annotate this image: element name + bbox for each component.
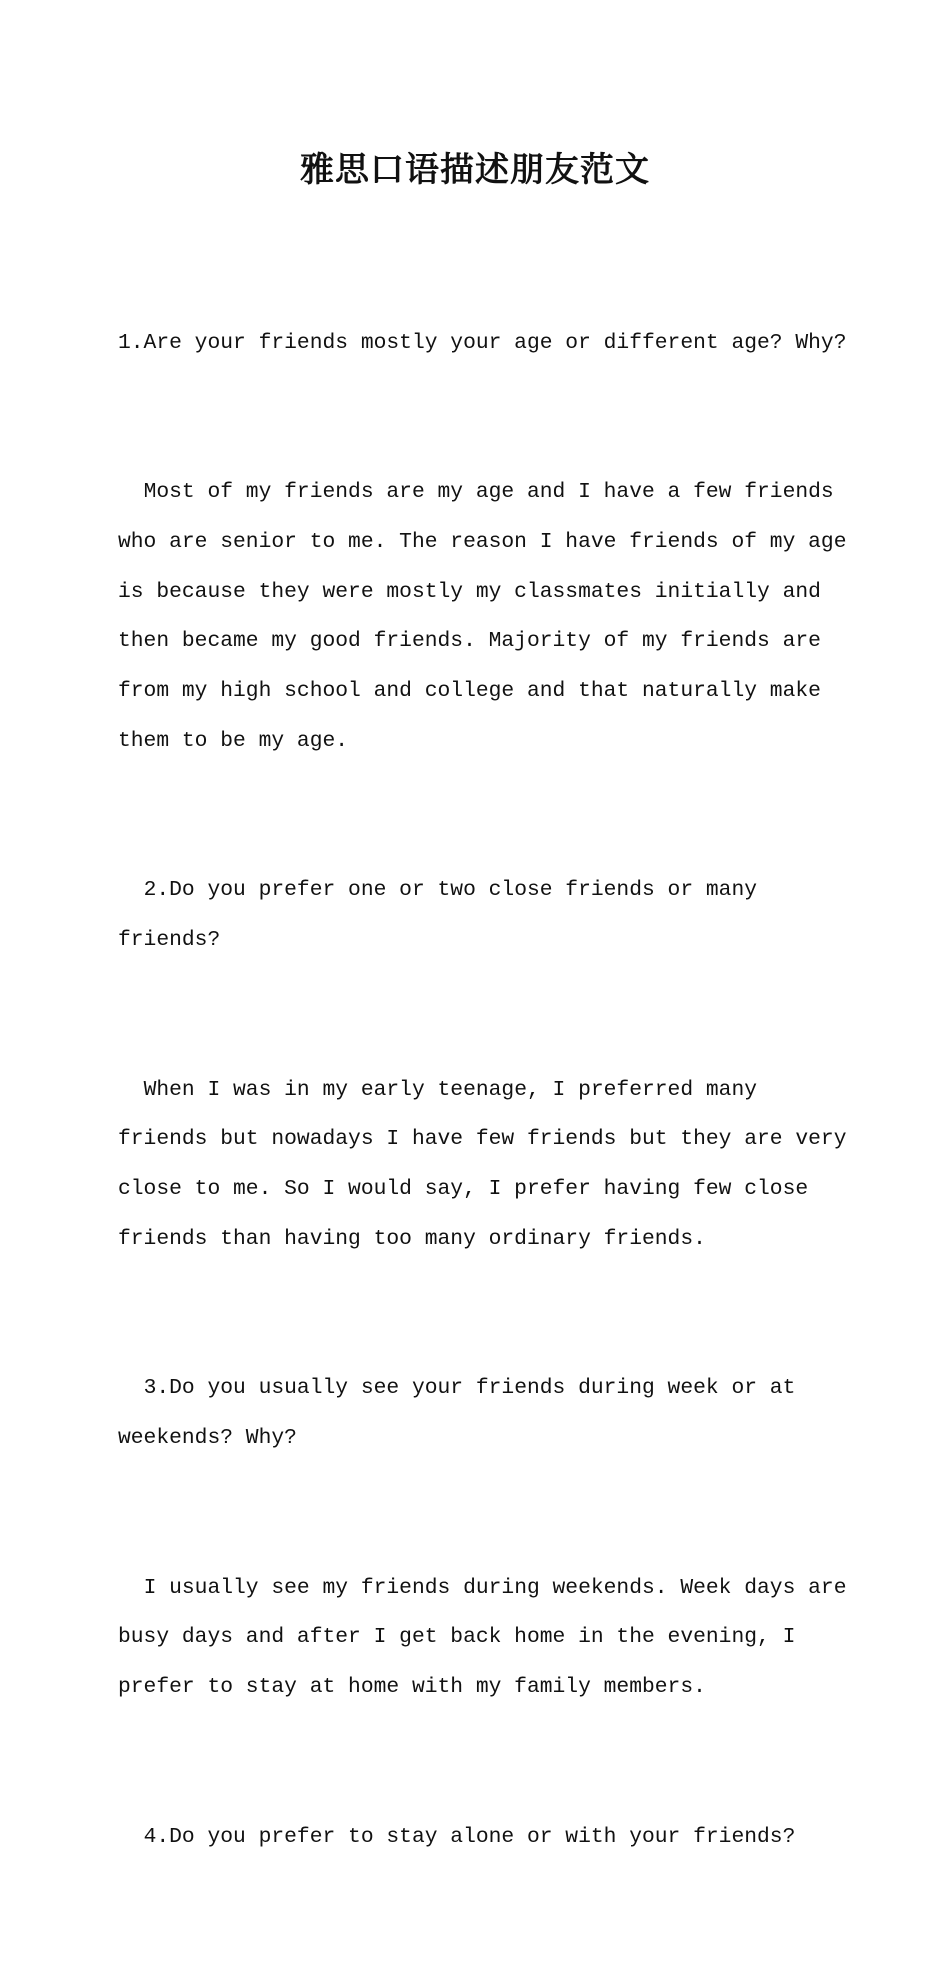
document-title: 雅思口语描述朋友范文 <box>300 150 650 190</box>
answer-3: I usually see my friends during weekends. Week days are busy days and after I get back home in the evening, I prefer to stay at home with my family members. <box>118 1575 860 1700</box>
answer-2: When I was in my early teenage, I preferred many friends but nowadays I have few friends but they are very close to me. So I would say, I prefer having few close friends than having too many ordinary friends. <box>118 1077 860 1251</box>
question-2: 2.Do you prefer one or two close friends or many friends? <box>118 878 770 953</box>
question-4: 4.Do you prefer to stay alone or with your friends? <box>118 1824 796 1849</box>
answer-1: Most of my friends are my age and I have a few friends who are senior to me. The reason I have friends of my age is because they were mostly my classmates initially and then became my good friends. Majority of my friends are from my high school and college and that naturally make them to be my age. <box>118 479 860 753</box>
question-3: 3.Do you usually see your friends during week or at weekends? Why? <box>118 1376 809 1451</box>
document-body <box>118 219 860 1962</box>
question-1: 1.Are your friends mostly your age or different age? Why? <box>118 330 847 355</box>
